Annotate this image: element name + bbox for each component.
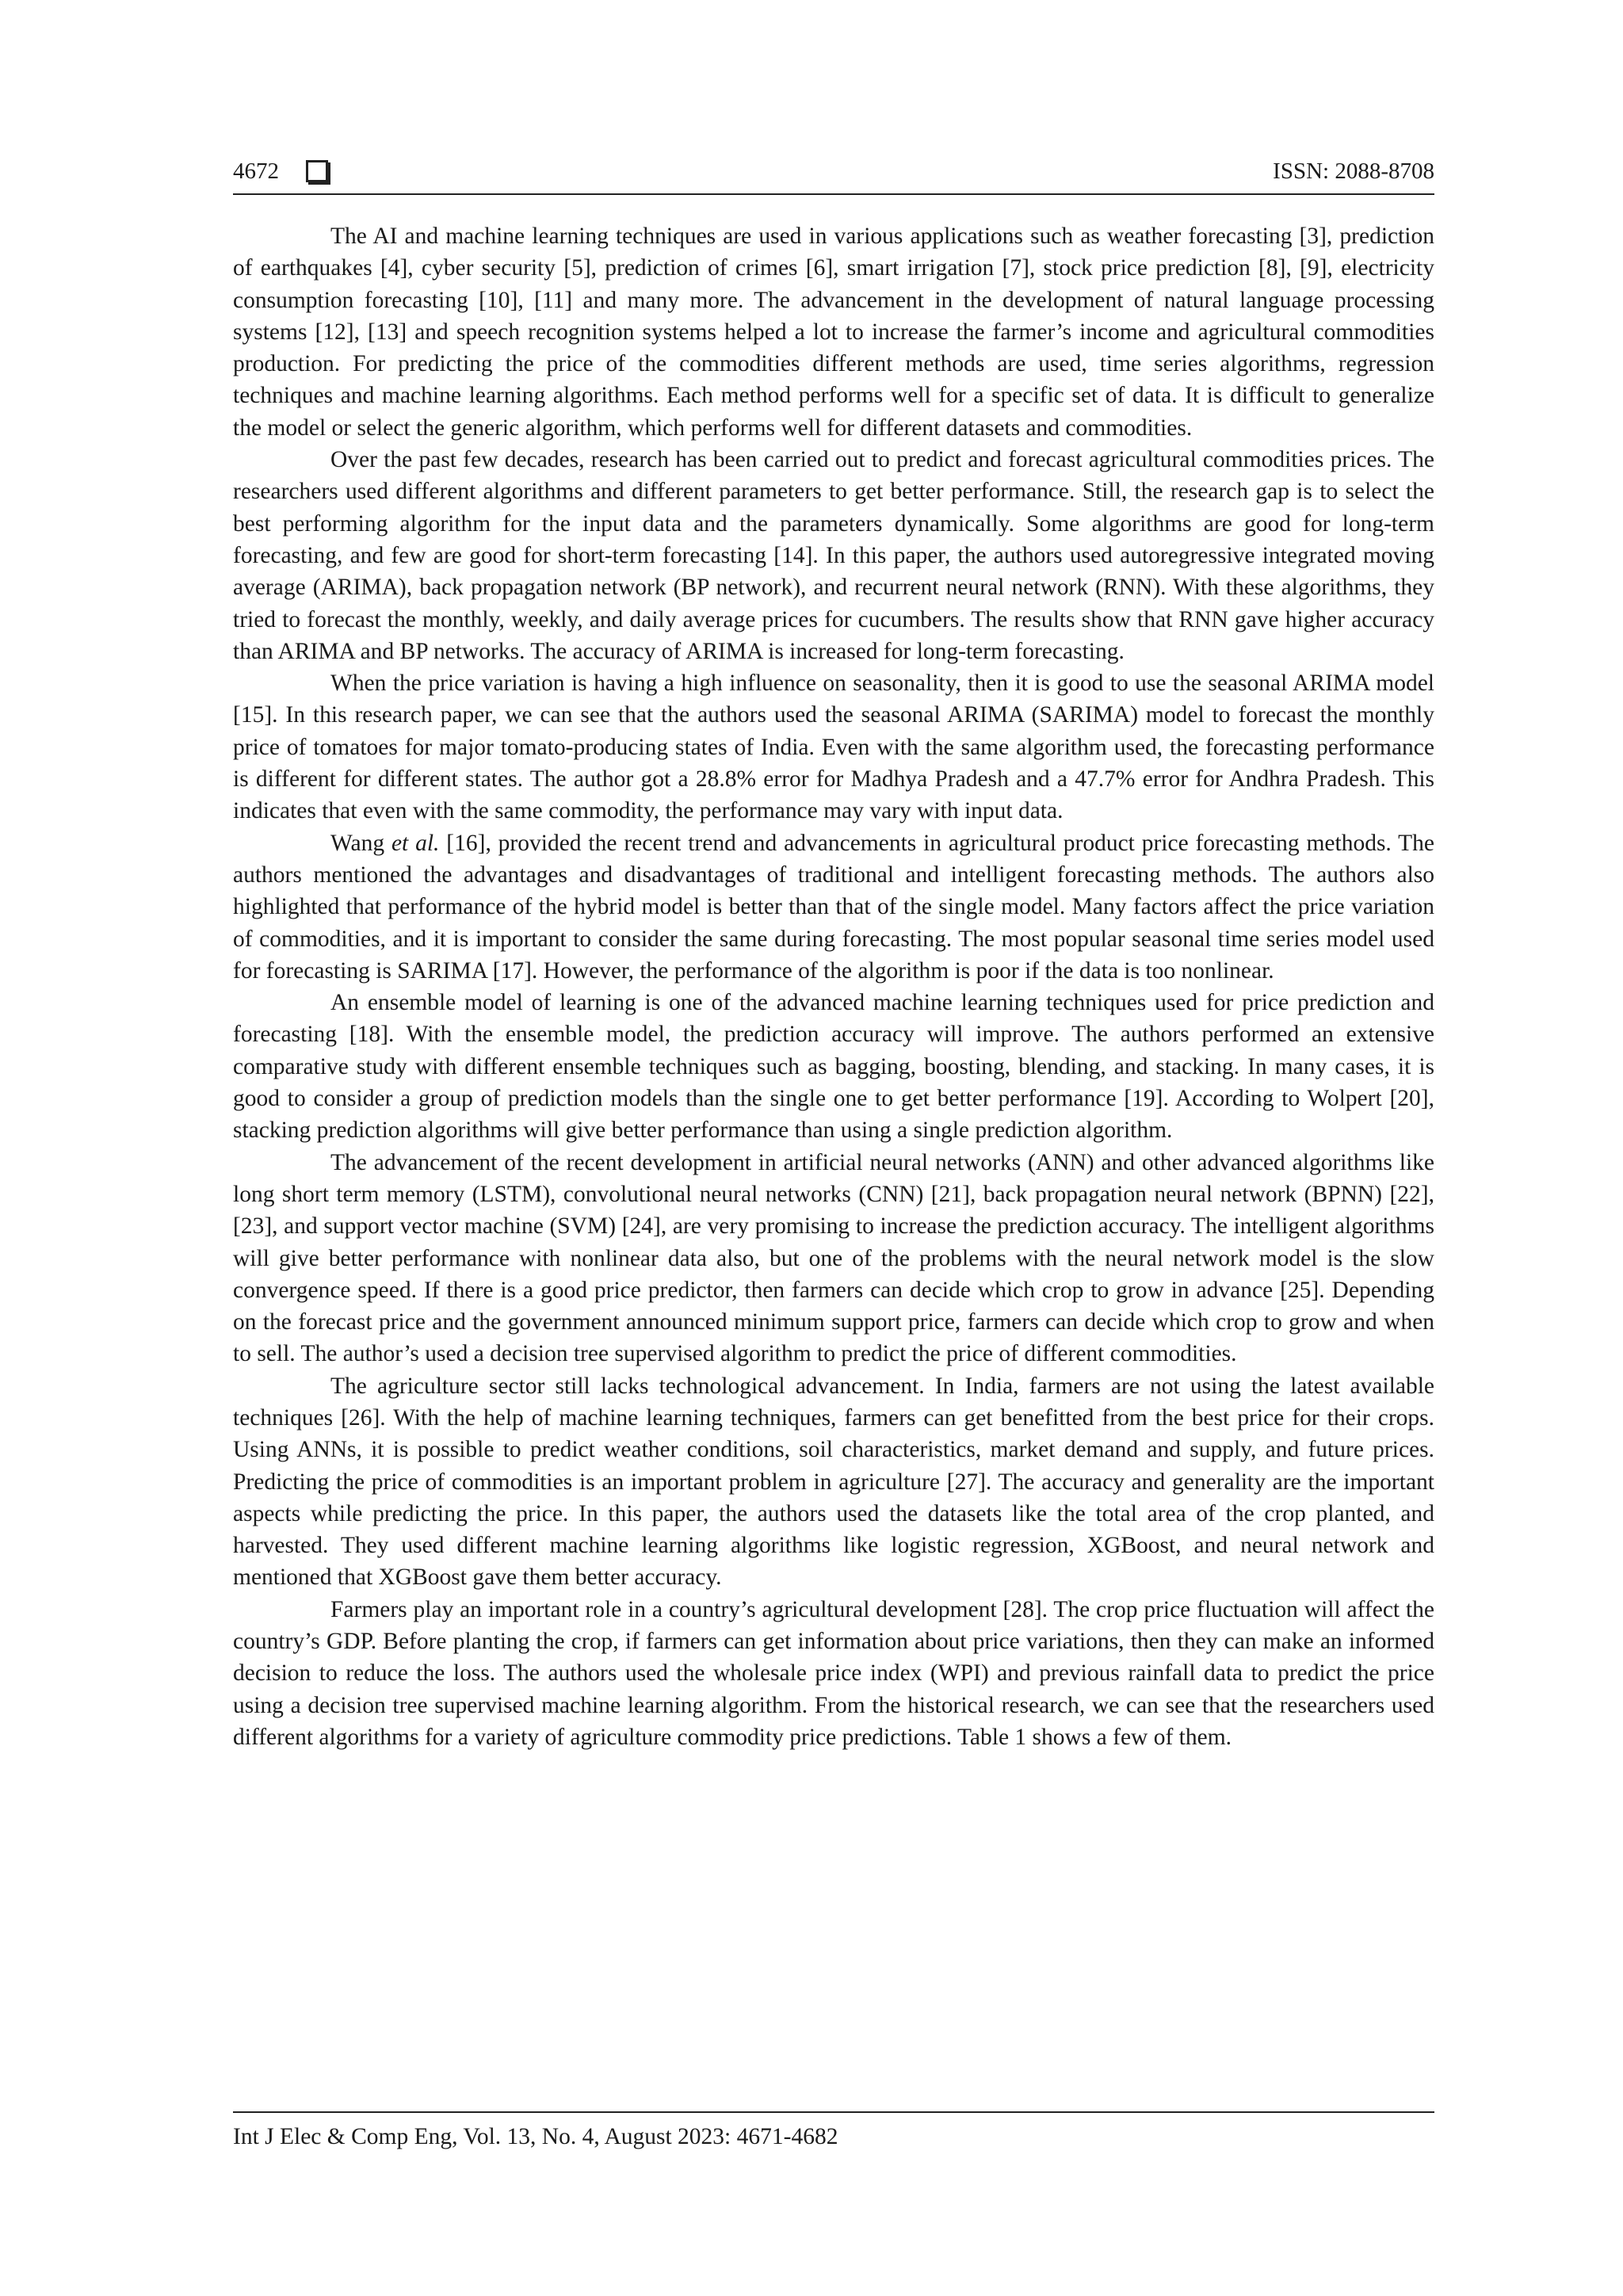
- page-footer: [233, 2111, 1434, 2153]
- body-text: [233, 220, 1434, 1753]
- et-al-italic: et al.: [391, 830, 440, 856]
- paragraph-4: Wang et al. [16], provided the recent trend and advancements in agricultural product price forecasting methods. The authors mentioned the advantages and disadvantages of traditional and intelligent forecasting methods. The authors also highlighted that performance of the hybrid model is better than that of the single model. Many factors affect the price variation of commodities, and it is important to consider the same during forecasting. The most popular seasonal time series model used for forecasting is SARIMA [17]. However, the performance of the algorithm is poor if the data is too nonlinear.: [233, 830, 1434, 984]
- checkbox-square-icon: [306, 160, 328, 182]
- footer-citation: Int J Elec & Comp Eng, Vol. 13, No. 4, August 2023: 4671-4682: [233, 2124, 838, 2149]
- issn-label: ISSN: 2088-8708: [1273, 159, 1434, 184]
- page-header: [233, 155, 1434, 195]
- paragraph-8: Farmers play an important role in a country’s agricultural development [28]. The crop price fluctuation will affect the country’s GDP. Before planting the crop, if farmers can get information about price variations, then they can make an informed decision to reduce the loss. The authors used the wholesale price index (WPI) and previous rainfall data to predict the price using a decision tree supervised machine learning algorithm. From the historical research, we can see that the researchers used different algorithms for a variety of agriculture commodity price predictions. Table 1 shows a few of them.: [233, 1596, 1434, 1750]
- paragraph-1: The AI and machine learning techniques are used in various applications such as weather forecasting [3], prediction of earthquakes [4], cyber security [5], prediction of crimes [6], smart irrigation [7], stock price prediction [8], [9], electricity consumption forecasting [10], [11] and many more. The advancement in the development of natural language processing systems [12], [13] and speech recognition systems helped a lot to increase the farmer’s income and agricultural commodities production. For predicting the price of the commodities different methods are used, time series algorithms, regression techniques and machine learning algorithms. Each method performs well for a specific set of data. It is difficult to generalize the model or select the generic algorithm, which performs well for different datasets and commodities.: [233, 223, 1434, 441]
- paragraph-7: The agriculture sector still lacks technological advancement. In India, farmers are not using the latest available techniques [26]. With the help of machine learning techniques, farmers can get benefitted from the best price for their crops. Using ANNs, it is possible to predict weather conditions, soil characteristics, market demand and supply, and future prices. Predicting the price of commodities is an important problem in agriculture [27]. The accuracy and generality are the important aspects while predicting the price. In this paper, the authors used the datasets like the total area of the crop planted, and harvested. They used different machine learning algorithms like logistic regression, XGBoost, and neural network and mentioned that XGBoost gave them better accuracy.: [233, 1373, 1434, 1591]
- paragraph-2: Over the past few decades, research has been carried out to predict and forecast agricultural commodities prices. The researchers used different algorithms and different parameters to get better performance. Still, the research gap is to select the best performing algorithm for the input data and the parameters dynamically. Some algorithms are good for long-term forecasting, and few are good for short-term forecasting [14]. In this paper, the authors used autoregressive integrated moving average (ARIMA), back propagation network (BP network), and recurrent neural network (RNN). With these algorithms, they tried to forecast the monthly, weekly, and daily average prices for cucumbers. The results show that RNN gave higher accuracy than ARIMA and BP networks. The accuracy of ARIMA is increased for long-term forecasting.: [233, 447, 1434, 664]
- page-number: 4672: [233, 159, 279, 184]
- paragraph-5: An ensemble model of learning is one of the advanced machine learning techniques used for price prediction and forecasting [18]. With the ensemble model, the prediction accuracy will improve. The authors performed an extensive comparative study with different ensemble techniques such as bagging, boosting, blending, and stacking. In many cases, it is good to consider a group of prediction models than the single one to get better performance [19]. According to Wolpert [20], stacking prediction algorithms will give better performance than using a single prediction algorithm.: [233, 990, 1434, 1144]
- paragraph-3: When the price variation is having a high influence on seasonality, then it is good to use the seasonal ARIMA model [15]. In this research paper, we can see that the authors used the seasonal ARIMA (SARIMA) model to forecast the monthly price of tomatoes for major tomato-producing states of India. Even with the same algorithm used, the forecasting performance is different for different states. The author got a 28.8% error for Madhya Pradesh and a 47.7% error for Andhra Pradesh. This indicates that even with the same commodity, the performance may vary with input data.: [233, 670, 1434, 824]
- paragraph-6: The advancement of the recent development in artificial neural networks (ANN) and other advanced algorithms like long short term memory (LSTM), convolutional neural networks (CNN) [21], back propagation neural network (BPNN) [22], [23], and support vector machine (SVM) [24], are very promising to increase the prediction accuracy. The intelligent algorithms will give better performance with nonlinear data also, but one of the problems with the neural network model is the slow convergence speed. If there is a good price predictor, then farmers can decide which crop to grow in advance [25]. Depending on the forecast price and the government announced minimum support price, farmers can decide which crop to grow and when to sell. The author’s used a decision tree supervised algorithm to predict the price of different commodities.: [233, 1149, 1434, 1367]
